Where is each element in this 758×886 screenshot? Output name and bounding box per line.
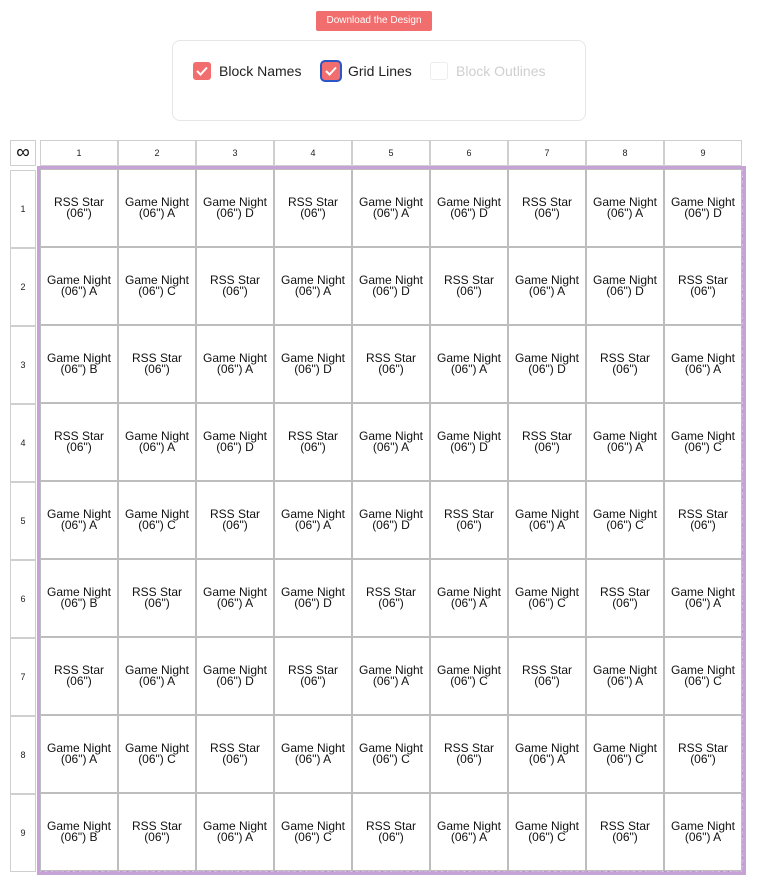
quilt-block[interactable] [119, 404, 195, 480]
block-size-variant: (06") A [450, 830, 488, 844]
block-size-variant: (06") C [450, 674, 488, 688]
block-size-variant: (06") [690, 518, 716, 532]
block-name: Game Night [46, 741, 112, 755]
block-size-variant: (06") A [606, 674, 644, 688]
block-size-variant: (06") [222, 284, 248, 298]
block-name: RSS Star [365, 585, 416, 599]
block-name: Game Night [358, 195, 424, 209]
column-header: 1 [40, 140, 118, 166]
block-name: Game Night [46, 819, 112, 833]
block-name: Game Night [514, 507, 580, 521]
block-size-variant: (06") [456, 284, 482, 298]
quilt-block[interactable] [41, 404, 117, 480]
column-header: 5 [352, 140, 430, 166]
block-size-variant: (06") [690, 752, 716, 766]
quilt-block[interactable] [275, 248, 351, 324]
block-size-variant: (06") A [216, 362, 254, 376]
block-size-variant: (06") A [528, 518, 566, 532]
block-size-variant: (06") C [138, 752, 176, 766]
block-name: Game Night [358, 663, 424, 677]
block-size-variant: (06") A [294, 518, 332, 532]
block-name: Game Night [670, 585, 736, 599]
quilt-block[interactable] [665, 560, 741, 636]
block-name: Game Night [592, 663, 658, 677]
block-size-variant: (06") [612, 362, 638, 376]
block-size-variant: (06") D [372, 284, 410, 298]
block-name: RSS Star [365, 351, 416, 365]
block-size-variant: (06") C [294, 830, 332, 844]
quilt-block[interactable] [197, 482, 273, 558]
block-names-label: Block Names [219, 63, 302, 79]
block-size-variant: (06") A [60, 284, 98, 298]
row-header: 9 [10, 794, 36, 872]
quilt-block[interactable] [197, 794, 273, 870]
block-name: Game Night [358, 507, 424, 521]
quilt-block[interactable] [353, 560, 429, 636]
row-header: 1 [10, 170, 36, 248]
block-name: Game Night [514, 585, 580, 599]
block-name: Game Night [202, 195, 268, 209]
row-header: 4 [10, 404, 36, 482]
column-header: 3 [196, 140, 274, 166]
quilt-block[interactable] [275, 326, 351, 402]
block-name: RSS Star [209, 273, 260, 287]
quilt-block[interactable] [119, 560, 195, 636]
block-size-variant: (06") A [684, 362, 722, 376]
block-name: Game Night [202, 663, 268, 677]
block-name: Game Night [514, 819, 580, 833]
block-name: Game Night [46, 585, 112, 599]
row-header: 3 [10, 326, 36, 404]
quilt-block[interactable] [197, 560, 273, 636]
block-name: Game Night [592, 507, 658, 521]
quilt-block[interactable] [431, 326, 507, 402]
column-header: 9 [664, 140, 742, 166]
block-size-variant: (06") A [684, 830, 722, 844]
block-name: RSS Star [521, 429, 572, 443]
block-name: RSS Star [287, 195, 338, 209]
quilt-block[interactable] [431, 794, 507, 870]
block-name: Game Night [46, 273, 112, 287]
quilt-block[interactable] [431, 482, 507, 558]
column-header: 6 [430, 140, 508, 166]
quilt-block[interactable] [353, 404, 429, 480]
block-size-variant: (06") D [372, 518, 410, 532]
grid-lines-option[interactable] [322, 61, 412, 81]
block-name: Game Night [124, 273, 190, 287]
quilt-block[interactable] [509, 248, 585, 324]
block-size-variant: (06") D [606, 284, 644, 298]
block-name: Game Night [514, 351, 580, 365]
block-name: Game Night [670, 195, 736, 209]
block-name: Game Night [124, 195, 190, 209]
row-header: 7 [10, 638, 36, 716]
block-name: Game Night [592, 741, 658, 755]
block-size-variant: (06") C [372, 752, 410, 766]
quilt-block[interactable] [197, 404, 273, 480]
infinity-icon: ∞ [10, 140, 36, 166]
block-name: Game Night [202, 585, 268, 599]
quilt-block[interactable] [275, 404, 351, 480]
quilt-block[interactable] [119, 248, 195, 324]
block-name: Game Night [280, 741, 346, 755]
block-size-variant: (06") A [216, 830, 254, 844]
block-name: RSS Star [443, 507, 494, 521]
block-name: Game Night [592, 195, 658, 209]
block-size-variant: (06") [300, 440, 326, 454]
row-header: 5 [10, 482, 36, 560]
quilt-block[interactable] [509, 482, 585, 558]
block-name: Game Night [280, 273, 346, 287]
block-size-variant: (06") [144, 830, 170, 844]
block-size-variant: (06") D [450, 206, 488, 220]
quilt-block[interactable] [119, 326, 195, 402]
quilt-block[interactable] [587, 248, 663, 324]
block-size-variant: (06") C [138, 518, 176, 532]
block-names-option[interactable] [193, 61, 301, 81]
block-name: Game Night [436, 585, 502, 599]
quilt-block[interactable] [353, 638, 429, 714]
block-name: RSS Star [53, 663, 104, 677]
quilt-block[interactable] [41, 326, 117, 402]
block-name: Game Night [436, 429, 502, 443]
row-header: 8 [10, 716, 36, 794]
block-size-variant: (06") A [606, 206, 644, 220]
block-size-variant: (06") D [450, 440, 488, 454]
block-name: Game Night [436, 819, 502, 833]
quilt-block[interactable] [119, 170, 195, 246]
block-name: Game Night [46, 507, 112, 521]
quilt-block[interactable] [353, 326, 429, 402]
block-size-variant: (06") A [138, 674, 176, 688]
column-header: 4 [274, 140, 352, 166]
quilt-block[interactable] [431, 248, 507, 324]
quilt-block[interactable] [353, 248, 429, 324]
block-size-variant: (06") C [606, 752, 644, 766]
block-size-variant: (06") C [138, 284, 176, 298]
row-header: 6 [10, 560, 36, 638]
quilt-block[interactable] [275, 716, 351, 792]
block-name: RSS Star [521, 663, 572, 677]
quilt-block[interactable] [41, 248, 117, 324]
block-name: RSS Star [521, 195, 572, 209]
quilt-block[interactable] [665, 248, 741, 324]
column-header: 2 [118, 140, 196, 166]
block-name: Game Night [358, 273, 424, 287]
quilt-block[interactable] [431, 716, 507, 792]
block-size-variant: (06") D [216, 206, 254, 220]
block-size-variant: (06") A [528, 752, 566, 766]
block-size-variant: (06") A [60, 752, 98, 766]
block-name: Game Night [592, 429, 658, 443]
block-size-variant: (06") D [216, 440, 254, 454]
block-size-variant: (06") [66, 440, 92, 454]
quilt-block[interactable] [353, 482, 429, 558]
block-size-variant: (06") A [450, 596, 488, 610]
download-design-button[interactable]: Download the Design [316, 11, 432, 31]
grid-lines-checkbox[interactable] [322, 62, 340, 80]
quilt-block[interactable] [41, 560, 117, 636]
quilt-block[interactable] [41, 794, 117, 870]
block-size-variant: (06") [690, 284, 716, 298]
block-size-variant: (06") D [294, 596, 332, 610]
grid-lines-label: Grid Lines [348, 63, 412, 79]
block-size-variant: (06") [222, 518, 248, 532]
block-name: Game Night [280, 585, 346, 599]
checkmark-icon [196, 66, 208, 76]
block-size-variant: (06") [378, 362, 404, 376]
block-name: RSS Star [677, 273, 728, 287]
quilt-block[interactable] [509, 716, 585, 792]
block-size-variant: (06") C [528, 596, 566, 610]
block-size-variant: (06") A [216, 596, 254, 610]
quilt-block[interactable] [197, 716, 273, 792]
block-size-variant: (06") A [372, 440, 410, 454]
quilt-block[interactable] [41, 716, 117, 792]
block-name: Game Night [670, 351, 736, 365]
block-name: Game Night [280, 351, 346, 365]
quilt-block[interactable] [431, 404, 507, 480]
quilt-block[interactable] [119, 794, 195, 870]
block-name: Game Night [670, 429, 736, 443]
block-name: RSS Star [677, 741, 728, 755]
quilt-block[interactable] [197, 248, 273, 324]
block-name: Game Night [280, 507, 346, 521]
block-size-variant: (06") A [294, 752, 332, 766]
quilt-block[interactable] [431, 560, 507, 636]
quilt-block[interactable] [587, 170, 663, 246]
quilt-block[interactable] [197, 326, 273, 402]
quilt-block[interactable] [119, 638, 195, 714]
block-size-variant: (06") A [372, 674, 410, 688]
block-name: Game Night [670, 663, 736, 677]
block-size-variant: (06") [534, 206, 560, 220]
block-size-variant: (06") [612, 830, 638, 844]
block-size-variant: (06") [456, 752, 482, 766]
block-size-variant: (06") [66, 206, 92, 220]
quilt-block[interactable] [431, 638, 507, 714]
block-name: RSS Star [443, 273, 494, 287]
block-name: Game Night [202, 429, 268, 443]
quilt-block[interactable] [119, 716, 195, 792]
block-name: RSS Star [677, 507, 728, 521]
quilt-block[interactable] [509, 326, 585, 402]
quilt-block[interactable] [41, 638, 117, 714]
quilt-block[interactable] [665, 638, 741, 714]
block-name: RSS Star [53, 195, 104, 209]
block-name: Game Night [436, 351, 502, 365]
quilt-block[interactable] [119, 482, 195, 558]
quilt-block[interactable] [41, 170, 117, 246]
block-size-variant: (06") B [60, 830, 98, 844]
quilt-block[interactable] [509, 794, 585, 870]
quilt-block[interactable] [587, 404, 663, 480]
block-size-variant: (06") C [606, 518, 644, 532]
quilt-block[interactable] [509, 404, 585, 480]
block-size-variant: (06") [378, 830, 404, 844]
quilt-block[interactable] [275, 638, 351, 714]
row-header: 2 [10, 248, 36, 326]
block-name: Game Night [124, 741, 190, 755]
quilt-block[interactable] [275, 794, 351, 870]
block-name: RSS Star [209, 741, 260, 755]
quilt-block[interactable] [665, 794, 741, 870]
quilt-block[interactable] [275, 170, 351, 246]
quilt-block[interactable] [587, 716, 663, 792]
block-size-variant: (06") A [138, 206, 176, 220]
block-name: Game Night [436, 195, 502, 209]
block-name: RSS Star [131, 585, 182, 599]
quilt-block[interactable] [587, 638, 663, 714]
quilt-block[interactable] [509, 638, 585, 714]
block-size-variant: (06") A [606, 440, 644, 454]
quilt-block[interactable] [587, 560, 663, 636]
block-name: RSS Star [131, 351, 182, 365]
block-name: Game Night [358, 429, 424, 443]
quilt-block[interactable] [431, 170, 507, 246]
block-name: RSS Star [53, 429, 104, 443]
block-outlines-label: Block Outlines [456, 63, 546, 79]
block-size-variant: (06") A [138, 440, 176, 454]
quilt-block[interactable] [275, 560, 351, 636]
block-size-variant: (06") C [528, 830, 566, 844]
block-name: Game Night [592, 273, 658, 287]
block-size-variant: (06") [144, 596, 170, 610]
quilt-block[interactable] [587, 794, 663, 870]
block-name: Game Night [358, 741, 424, 755]
column-header: 7 [508, 140, 586, 166]
block-name: Game Night [46, 351, 112, 365]
block-name: RSS Star [443, 741, 494, 755]
block-size-variant: (06") D [216, 674, 254, 688]
block-size-variant: (06") A [294, 284, 332, 298]
checkmark-icon [325, 66, 337, 76]
quilt-block[interactable] [353, 716, 429, 792]
block-name: RSS Star [599, 585, 650, 599]
block-name: Game Night [124, 429, 190, 443]
quilt-block[interactable] [665, 716, 741, 792]
quilt-block[interactable] [587, 326, 663, 402]
block-name: Game Night [670, 819, 736, 833]
quilt-block[interactable] [353, 794, 429, 870]
block-name: Game Night [202, 351, 268, 365]
block-size-variant: (06") [534, 674, 560, 688]
block-name: RSS Star [365, 819, 416, 833]
block-name: RSS Star [287, 663, 338, 677]
block-size-variant: (06") D [684, 206, 722, 220]
quilt-block[interactable] [665, 404, 741, 480]
quilt-block[interactable] [41, 482, 117, 558]
block-size-variant: (06") A [372, 206, 410, 220]
quilt-block[interactable] [665, 482, 741, 558]
block-size-variant: (06") [534, 440, 560, 454]
block-size-variant: (06") A [60, 518, 98, 532]
block-size-variant: (06") [300, 206, 326, 220]
block-name: RSS Star [287, 429, 338, 443]
block-size-variant: (06") A [684, 596, 722, 610]
block-size-variant: (06") C [684, 674, 722, 688]
block-name: Game Night [124, 507, 190, 521]
block-name: Game Night [280, 819, 346, 833]
quilt-block[interactable] [353, 170, 429, 246]
block-size-variant: (06") D [528, 362, 566, 376]
block-name: Game Night [514, 273, 580, 287]
block-size-variant: (06") C [684, 440, 722, 454]
block-size-variant: (06") [66, 674, 92, 688]
block-name: RSS Star [209, 507, 260, 521]
quilt-block[interactable] [197, 638, 273, 714]
block-name: RSS Star [599, 351, 650, 365]
block-outlines-checkbox[interactable] [430, 62, 448, 80]
block-size-variant: (06") [612, 596, 638, 610]
block-size-variant: (06") [300, 674, 326, 688]
block-size-variant: (06") A [528, 284, 566, 298]
quilt-block[interactable] [197, 170, 273, 246]
block-size-variant: (06") [378, 596, 404, 610]
block-name: Game Night [436, 663, 502, 677]
block-size-variant: (06") B [60, 362, 98, 376]
quilt-block[interactable] [665, 170, 741, 246]
quilt-block[interactable] [509, 560, 585, 636]
block-names-checkbox[interactable] [193, 62, 211, 80]
quilt-block[interactable] [587, 482, 663, 558]
block-name: RSS Star [131, 819, 182, 833]
quilt-block[interactable] [275, 482, 351, 558]
block-name: RSS Star [599, 819, 650, 833]
block-size-variant: (06") [144, 362, 170, 376]
quilt-block[interactable] [509, 170, 585, 246]
block-name: Game Night [124, 663, 190, 677]
display-options-panel [172, 40, 586, 121]
block-size-variant: (06") A [450, 362, 488, 376]
column-header: 8 [586, 140, 664, 166]
block-name: Game Night [202, 819, 268, 833]
quilt-block[interactable] [665, 326, 741, 402]
block-size-variant: (06") B [60, 596, 98, 610]
quilt-border [37, 166, 746, 875]
block-name: Game Night [514, 741, 580, 755]
block-outlines-option[interactable] [430, 61, 545, 81]
block-size-variant: (06") D [294, 362, 332, 376]
block-size-variant: (06") [456, 518, 482, 532]
block-size-variant: (06") [222, 752, 248, 766]
